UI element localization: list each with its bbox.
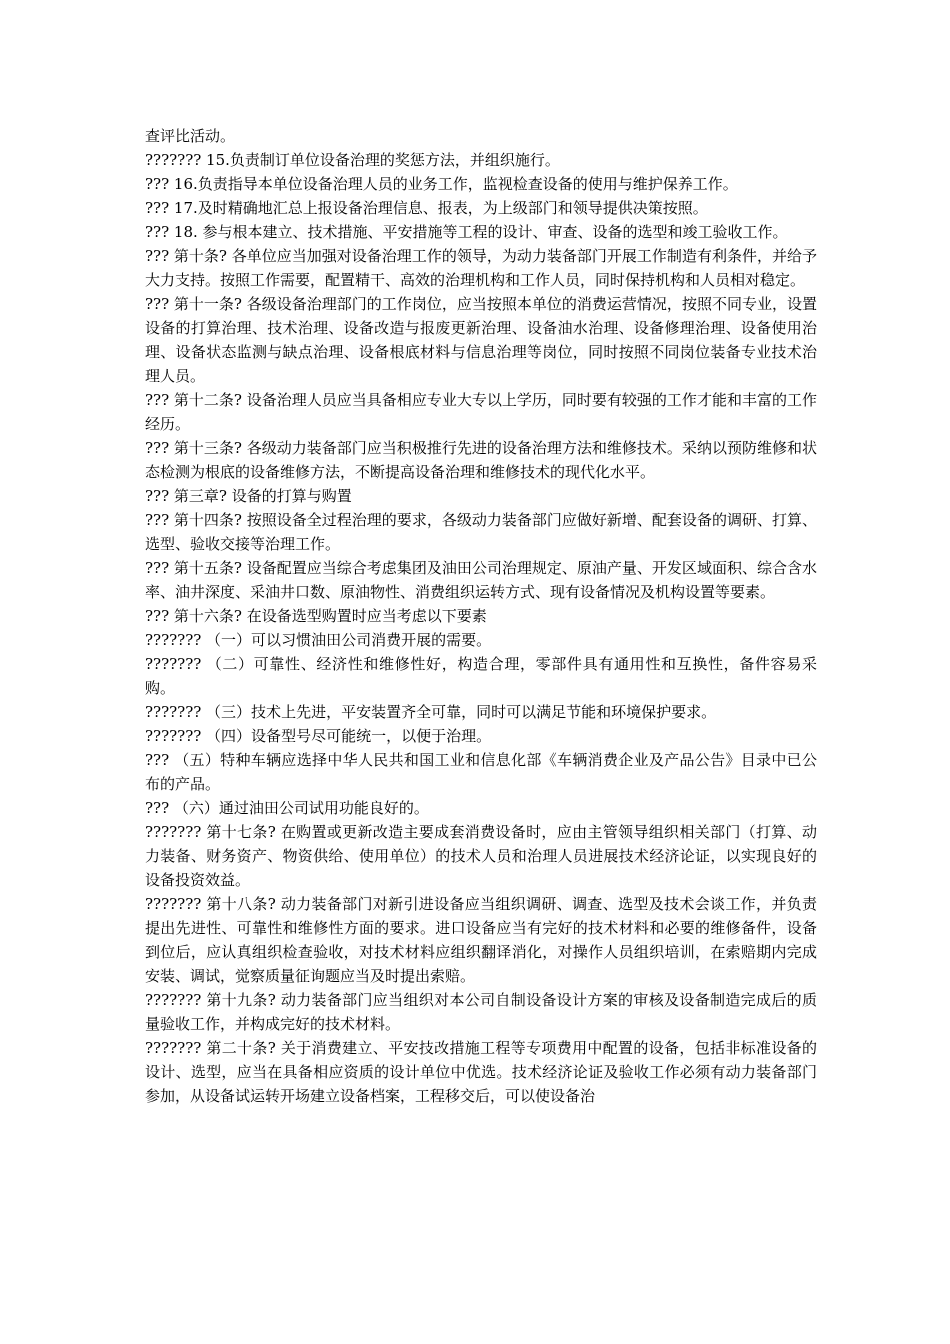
paragraph: ??? 第十五条? 设备配置应当综合考虑集团及油田公司治理规定、原油产量、开发区域面积、综合含水率、油井深度、采油井口数、原油物性、消费组织运转方式、现有设备情况及机构设置等要素。 bbox=[145, 559, 817, 601]
paragraph: ??????? 第十七条? 在购置或更新改造主要成套消费设备时，应由主管领导组织相关部门（打算、动力装备、财务资产、物资供给、使用单位）的技术人员和治理人员进展技术经济论证，以实现良好的设备投资效益。 bbox=[145, 823, 817, 889]
paragraph: ??????? 第十八条? 动力装备部门对新引进设备应当组织调研、调查、选型及技术会谈工作，并负责提出先进性、可靠性和维修性方面的要求。进口设备应当有完好的技术材料和必要的维修备件，设备到位后，应认真组织检查验收，对技术材料应组织翻译消化，对操作人员组织培训，在索赔期内完成安装、调试，觉察质量征询题应当及时提出索赔。 bbox=[145, 895, 817, 985]
list-item: ??????? （三）技术上先进，平安装置齐全可靠，同时可以满足节能和环境保护要求。 bbox=[145, 703, 717, 721]
paragraph: ??? 第十条? 各单位应当加强对设备治理工作的领导，为动力装备部门开展工作制造有利条件，并给予大力支持。按照工作需要，配置精干、高效的治理机构和工作人员，同时保持机构和人员相对稳定。 bbox=[145, 247, 817, 289]
paragraph: ??????? 第十九条? 动力装备部门应当组织对本公司自制设备设计方案的审核及设备制造完成后的质量验收工作，并构成完好的技术材料。 bbox=[145, 991, 817, 1033]
paragraph: ??? 16.负责指导本单位设备治理人员的业务工作，监视检查设备的使用与维护保养工作。 bbox=[145, 175, 738, 193]
paragraph: ??? 17.及时精确地汇总上报设备治理信息、报表，为上级部门和领导提供决策按照。 bbox=[145, 199, 708, 217]
paragraph: ??? 第十二条? 设备治理人员应当具备相应专业大专以上学历，同时要有较强的工作才能和丰富的工作经历。 bbox=[145, 391, 817, 433]
paragraph: ??????? 15.负责制订单位设备治理的奖惩方法，并组织施行。 bbox=[145, 151, 560, 169]
paragraph: ??? 第十六条? 在设备选型购置时应当考虑以下要素 bbox=[145, 607, 487, 625]
paragraph: ??????? 第二十条? 关于消费建立、平安技改措施工程等专项费用中配置的设备，包括非标准设备的设计、选型，应当在具备相应资质的设计单位中优选。技术经济论证及验收工作必须有动力装备部门参加，从设备试运转开场建立设备档案，工程移交后，可以使设备治 bbox=[145, 1039, 817, 1105]
list-item: ??? （五）特种车辆应选择中华人民共和国工业和信息化部《车辆消费企业及产品公告》目录中已公布的产品。 bbox=[145, 751, 817, 793]
paragraph: 查评比活动。 bbox=[145, 127, 236, 145]
paragraph: ??? 第十三条? 各级动力装备部门应当积极推行先进的设备治理方法和维修技术。采纳以预防维修和状态检测为根底的设备维修方法，不断提高设备治理和维修技术的现代化水平。 bbox=[145, 439, 817, 481]
paragraph: ??? 18. 参与根本建立、技术措施、平安措施等工程的设计、审查、设备的选型和竣工验收工作。 bbox=[145, 223, 788, 241]
list-item: ??? （六）通过油田公司试用功能良好的。 bbox=[145, 799, 429, 817]
document-body bbox=[145, 124, 817, 1108]
paragraph: ??? 第十一条? 各级设备治理部门的工作岗位，应当按照本单位的消费运营情况，按照不同专业，设置设备的打算治理、技术治理、设备改造与报废更新治理、设备油水治理、设备修理治理、设备使用治理、设备状态监测与缺点治理、设备根底材料与信息治理等岗位，同时按照不同岗位装备专业技术治理人员。 bbox=[145, 295, 817, 385]
paragraph: ??? 第十四条? 按照设备全过程治理的要求，各级动力装备部门应做好新增、配套设备的调研、打算、选型、验收交接等治理工作。 bbox=[145, 511, 817, 553]
list-item: ??????? （四）设备型号尽可能统一，以便于治理。 bbox=[145, 727, 492, 745]
chapter-heading: ??? 第三章? 设备的打算与购置 bbox=[145, 487, 352, 505]
list-item: ??????? （一）可以习惯油田公司消费开展的需要。 bbox=[145, 631, 492, 649]
list-item: ??????? （二）可靠性、经济性和维修性好，构造合理，零部件具有通用性和互换性，备件容易采购。 bbox=[145, 655, 817, 697]
